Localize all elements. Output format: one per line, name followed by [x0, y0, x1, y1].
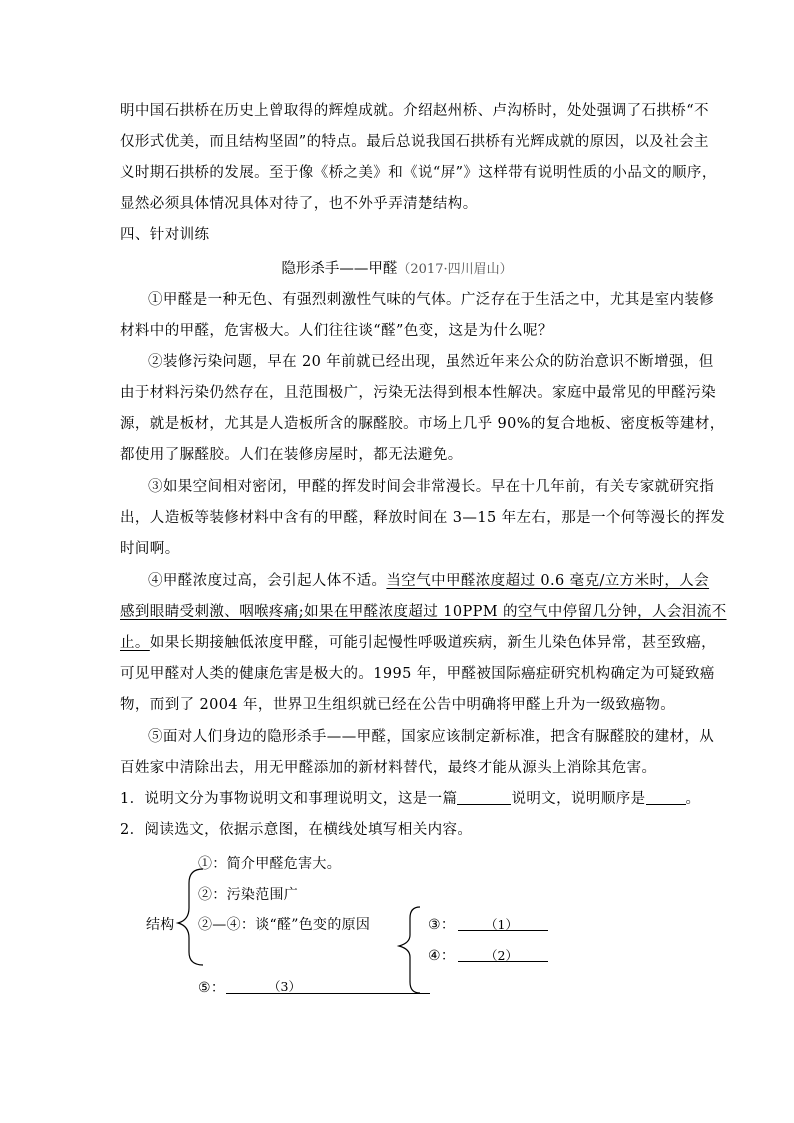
p2-line-4: 都使用了脲醛胶。人们在装修房屋时，都无法避免。 [120, 447, 463, 463]
diagram-item-5-prefix: ⑤： [198, 980, 226, 996]
section-heading: 四、针对训练 [120, 227, 210, 243]
p4-line-4: 可见甲醛对人类的健康危害是极大的。1995 年，甲醛被国际癌症研究机构确定为可疑致癌 [120, 666, 715, 682]
q1-text-end: 。 [685, 791, 701, 807]
diagram-item-1: ①：简介甲醛危害大。 [198, 856, 341, 872]
p2-line-1: ②装修污染问题，早在 20 年前就已经出现，虽然近年来公众的防治意识不断增强，但 [148, 354, 714, 370]
blank-1-label: （1） [485, 917, 518, 932]
p4-line-1-plain: ④甲醛浓度过高，会引起人体不适。 [148, 573, 387, 589]
sub-brace [399, 907, 420, 993]
q1-text-part1: 1．说明文分为事物说明文和事理说明文，这是一篇 [120, 791, 458, 807]
intro-line-1: 明中国石拱桥在历史上曾取得的辉煌成就。介绍赵州桥、卢沟桥时，处处强调了石拱桥“不 [120, 103, 709, 119]
p3-line-2: 出，人造板等装修材料中含有的甲醛，释放时间在 3—15 年左右，那是一个何等漫长的挥发 [120, 510, 726, 526]
p1-line-1: ①甲醛是一种无色、有强烈刺激性气味的气体。广泛存在于生活之中，尤其是室内装修 [148, 292, 715, 308]
intro-line-4: 显然必须具体情况具体对待了，也不外乎弄清楚结构。 [120, 196, 478, 212]
p4-line-3-plain: 如果长期接触低浓度甲醛，可能引起慢性呼吸道疾病，新生儿染色体异常，甚至致癌， [149, 635, 717, 651]
p1-line-2: 材料中的甲醛，危害极大。人们往往谈“醛”色变，这是为什么呢？ [120, 323, 553, 339]
diagram-sub-2-prefix: ④： [428, 948, 456, 964]
p4-line-5: 物，而到了 2004 年，世界卫生组织就已经在公告中明确将甲醛上升为一级致癌物。 [120, 697, 676, 713]
p5-line-1: ⑤面对人们身边的隐形杀手——甲醛，国家应该制定新标准，把含有脲醛胶的建材，从 [148, 729, 715, 745]
diagram-root-label: 结构 [146, 917, 175, 933]
p4-line-3-underlined: 止。 [120, 635, 150, 651]
p2-line-3: 源，就是板材，尤其是人造板所含的脲醛胶。市场上几乎 90%的复合地板、密度板等建材， [120, 416, 725, 432]
intro-line-2: 仅形式优美，而且结构坚固”的特点。最后总说我国石拱桥有光辉成就的原因，以及社会主 [120, 134, 709, 150]
article-title-text: 隐形杀手——甲醛 [281, 261, 398, 277]
q1-text-part2: 说明文，说明顺序是 [511, 791, 646, 807]
article-source: （2017·四川眉山） [397, 262, 513, 277]
blank-3-label: （3） [268, 979, 301, 994]
diagram-sub-1-prefix: ③： [428, 917, 456, 933]
intro-line-3: 义时期石拱桥的发展。至于像《桥之美》和《说“屏”》这样带有说明性质的小品文的顺序， [120, 165, 717, 181]
p3-line-3: 时间啊。 [120, 541, 180, 557]
blank-3-line[interactable] [226, 993, 430, 994]
p4-line-1-underlined: 当空气中甲醛浓度超过 0.6 毫克/立方米时，人会 [386, 573, 710, 589]
p4-line-2-underlined: 感到眼睛受刺激、咽喉疼痛;如果在甲醛浓度超过 10PPM 的空气中停留几分钟，人会泪流不 [120, 604, 727, 620]
p5-line-2: 百姓家中清除出去，用无甲醛添加的新材料替代，最终才能从源头上消除其危害。 [120, 760, 657, 776]
question-2: 2．阅读选文，依据示意图，在横线处填写相关内容。 [120, 822, 473, 838]
p3-line-1: ③如果空间相对密闭，甲醛的挥发时间会非常漫长。早在十几年前，有关专家就研究指 [148, 479, 715, 495]
diagram-item-3: ②—④：谈“醛”色变的原因 [198, 917, 371, 933]
diagram-item-2: ②：污染范围广 [198, 887, 299, 903]
p2-line-2: 由于材料污染仍然存在，且范围极广，污染无法得到根本性解决。家庭中最常见的甲醛污染 [120, 385, 716, 401]
blank-2-label: （2） [485, 948, 518, 963]
